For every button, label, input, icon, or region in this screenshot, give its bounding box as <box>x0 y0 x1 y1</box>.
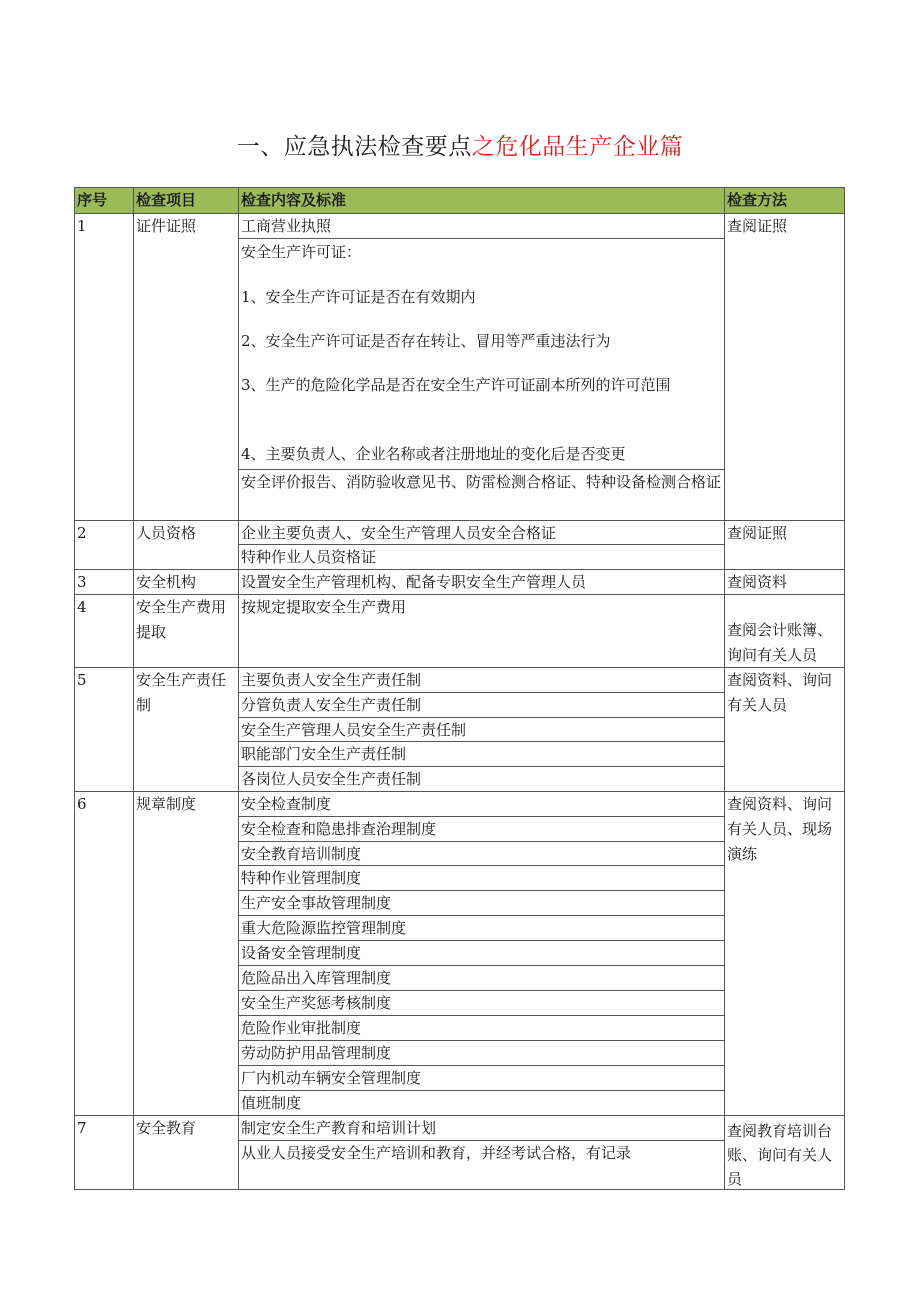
header-no: 序号 <box>75 188 134 214</box>
row-6-content-8: 危险品出入库管理制度 <box>239 966 725 991</box>
row-7-method: 查阅教育培训台账、询问有关人员 <box>725 1116 845 1190</box>
license-heading: 安全生产许可证： <box>241 243 362 261</box>
row-6-content-11: 劳动防护用品管理制度 <box>239 1041 725 1066</box>
row-3-no: 3 <box>75 570 134 595</box>
row-5-content-5: 各岗位人员安全生产责任制 <box>239 767 725 792</box>
license-point-1: 1、安全生产许可证是否在有效期内 <box>241 288 476 306</box>
row-1-content-3: 安全评价报告、消防验收意见书、防雷检测合格证、特种设备检测合格证 <box>239 470 725 521</box>
license-point-4: 4、主要负责人、企业名称或者注册地址的变化后是否变更 <box>241 445 626 463</box>
row-1-content-1: 工商营业执照 <box>239 214 725 239</box>
row-4-content-1: 按规定提取安全生产费用 <box>239 595 725 668</box>
header-item: 检查项目 <box>134 188 239 214</box>
row-4-item: 安全生产费用提取 <box>134 595 239 668</box>
title-main: 一、应急执法检查要点 <box>236 134 472 160</box>
row-6-content-12: 厂内机动车辆安全管理制度 <box>239 1066 725 1091</box>
row-7-content-1: 制定安全生产教育和培训计划 <box>239 1116 725 1141</box>
row-6-content-9: 安全生产奖惩考核制度 <box>239 991 725 1016</box>
row-4-method <box>725 595 845 668</box>
row-5-content-2: 分管负责人安全生产责任制 <box>239 693 725 718</box>
row-1-item: 证件证照 <box>134 214 239 521</box>
row-3-item: 安全机构 <box>134 570 239 595</box>
inspection-table <box>74 187 845 1190</box>
title-highlight: 之危化品生产企业篇 <box>471 134 684 160</box>
row-4-method-text: 查阅会计账簿、询问有关人员 <box>727 621 833 664</box>
row-5-content-4: 职能部门安全生产责任制 <box>239 742 725 767</box>
row-5-method: 查阅资料、询问有关人员 <box>725 668 845 792</box>
row-6-content-1: 安全检查制度 <box>239 792 725 817</box>
license-point-2: 2、安全生产许可证是否存在转让、冒用等严重违法行为 <box>241 332 611 350</box>
row-5-no: 5 <box>75 668 134 792</box>
row-1-method: 查阅证照 <box>725 214 845 521</box>
row-5-item: 安全生产责任制 <box>134 668 239 792</box>
row-6-content-2: 安全检查和隐患排查治理制度 <box>239 817 725 842</box>
row-7-no: 7 <box>75 1116 134 1190</box>
row-1-content-2 <box>239 239 725 470</box>
row-6-item: 规章制度 <box>134 792 239 1116</box>
row-1-no: 1 <box>75 214 134 521</box>
row-6-content-10: 危险作业审批制度 <box>239 1016 725 1041</box>
row-6-content-6: 重大危险源监控管理制度 <box>239 916 725 941</box>
row-2-item: 人员资格 <box>134 521 239 570</box>
row-2-content-1: 企业主要负责人、安全生产管理人员安全合格证 <box>239 521 725 545</box>
row-5-content-1: 主要负责人安全生产责任制 <box>239 668 725 693</box>
row-6-content-5: 生产安全事故管理制度 <box>239 891 725 916</box>
row-3-content-1: 设置安全生产管理机构、配备专职安全生产管理人员 <box>239 570 725 595</box>
row-6-content-13: 值班制度 <box>239 1091 725 1116</box>
row-2-no: 2 <box>75 521 134 570</box>
row-6-method: 查阅资料、询问有关人员、现场演练 <box>725 792 845 1116</box>
row-7-content-2: 从业人员接受安全生产培训和教育，并经考试合格，有记录 <box>239 1141 725 1190</box>
row-2-method: 查阅证照 <box>725 521 845 570</box>
row-4-no: 4 <box>75 595 134 668</box>
row-6-content-3: 安全教育培训制度 <box>239 842 725 866</box>
page-title <box>0 128 920 161</box>
row-3-method: 查阅资料 <box>725 570 845 595</box>
row-7-item: 安全教育 <box>134 1116 239 1190</box>
row-6-content-7: 设备安全管理制度 <box>239 941 725 966</box>
row-6-no: 6 <box>75 792 134 1116</box>
row-5-content-3: 安全生产管理人员安全生产责任制 <box>239 718 725 742</box>
row-6-content-4: 特种作业管理制度 <box>239 866 725 891</box>
header-method: 检查方法 <box>725 188 845 214</box>
row-2-content-2: 特种作业人员资格证 <box>239 545 725 570</box>
header-content: 检查内容及标准 <box>239 188 725 214</box>
license-point-3: 3、生产的危险化学品是否在安全生产许可证副本所列的许可范围 <box>241 376 671 394</box>
